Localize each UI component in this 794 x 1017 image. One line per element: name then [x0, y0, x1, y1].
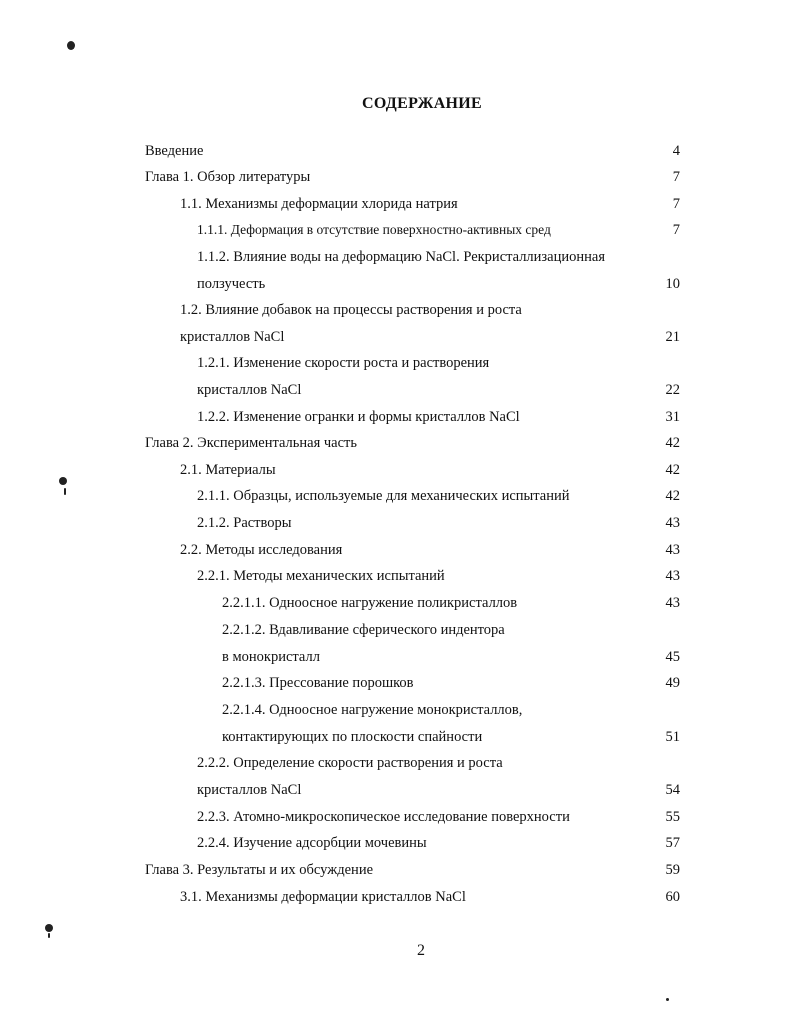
toc-page	[652, 299, 680, 321]
scan-speck	[45, 924, 53, 932]
toc-page: 43	[665, 568, 680, 584]
toc-page: 21	[665, 329, 680, 345]
toc-page	[652, 246, 680, 268]
toc-page: 43	[665, 595, 680, 611]
toc-entry: 1.1. Механизмы деформации хлорида натрия	[180, 196, 458, 212]
toc-entry: 1.2. Влияние добавок на процессы растворения и роста	[180, 302, 522, 318]
toc-entry: 1.1.1. Деформация в отсутствие поверхностно-активных сред	[197, 222, 551, 237]
toc-page	[652, 619, 680, 641]
toc-entry: 3.1. Механизмы деформации кристаллов NaCl	[180, 889, 466, 905]
toc-page: 43	[665, 515, 680, 531]
toc-page: 51	[665, 729, 680, 745]
toc-page: 4	[672, 143, 680, 159]
toc-page: 54	[665, 782, 680, 798]
toc-page: 57	[665, 835, 680, 851]
toc-entry: в монокристалл	[222, 649, 320, 665]
toc-entry: 2.1.2. Растворы	[197, 515, 292, 531]
toc-page: 7	[672, 222, 680, 238]
scan-speck	[64, 488, 66, 495]
toc-page: 22	[665, 382, 680, 398]
toc-entry: Введение	[145, 143, 204, 159]
scan-speck	[59, 477, 67, 485]
toc-page: 7	[672, 196, 680, 212]
toc-entry: 2.2.2. Определение скорости растворения и роста	[197, 755, 503, 771]
toc-page: 59	[665, 862, 680, 878]
toc-entry: 1.1.2. Влияние воды на деформацию NaCl. Рекристаллизационная	[197, 249, 605, 265]
toc-entry: ползучесть	[197, 276, 266, 292]
toc-entry: 1.2.2. Изменение огранки и формы кристаллов NaCl	[197, 409, 520, 425]
toc-entry: 2.2.4. Изучение адсорбции мочевины	[197, 835, 427, 851]
toc-entry: 2.2.1.2. Вдавливание сферического индентора	[222, 622, 505, 638]
toc-page: 45	[665, 649, 680, 665]
toc-entry: 2.2.3. Атомно-микроскопическое исследование поверхности	[197, 809, 570, 825]
scan-speck	[67, 41, 75, 50]
toc-page	[652, 699, 680, 721]
toc-page: 42	[665, 435, 680, 451]
toc-page	[652, 752, 680, 774]
toc-entry: 2.2.1. Методы механических испытаний	[197, 568, 445, 584]
toc-entry: 2.1.1. Образцы, используемые для механических испытаний	[197, 488, 570, 504]
toc-entry: кристаллов NaCl	[197, 782, 302, 798]
toc-page: 55	[665, 809, 680, 825]
scan-speck	[666, 998, 669, 1001]
toc-page: 42	[665, 488, 680, 504]
toc-entry: Глава 1. Обзор литературы	[145, 169, 311, 185]
toc-entry: 2.2.1.4. Одноосное нагружение монокристаллов,	[222, 702, 523, 718]
toc-entry: 1.2.1. Изменение скорости роста и растворения	[197, 355, 490, 371]
toc-page	[652, 352, 680, 374]
toc-page: 7	[672, 169, 680, 185]
page-title: СОДЕРЖАНИЕ	[361, 95, 483, 112]
scan-speck	[48, 933, 50, 938]
toc-entry: 2.2. Методы исследования	[180, 542, 343, 558]
toc-entry: кристаллов NaCl	[180, 329, 285, 345]
toc-page: 60	[665, 889, 680, 905]
toc-entry: 2.1. Материалы	[180, 462, 276, 478]
toc-page: 31	[665, 409, 680, 425]
toc-page: 10	[665, 276, 680, 292]
page-number: 2	[417, 942, 425, 959]
toc-entry: 2.2.1.3. Прессование порошков	[222, 675, 414, 691]
toc-entry: кристаллов NaCl	[197, 382, 302, 398]
toc-page: 42	[665, 462, 680, 478]
toc-entry: Глава 3. Результаты и их обсуждение	[145, 862, 374, 878]
toc-entry: 2.2.1.1. Одноосное нагружение поликристаллов	[222, 595, 518, 611]
toc-page: 43	[665, 542, 680, 558]
toc-entry: Глава 2. Экспериментальная часть	[145, 435, 357, 451]
toc-page: 49	[665, 675, 680, 691]
toc-entry: контактирующих по плоскости спайности	[222, 729, 483, 745]
